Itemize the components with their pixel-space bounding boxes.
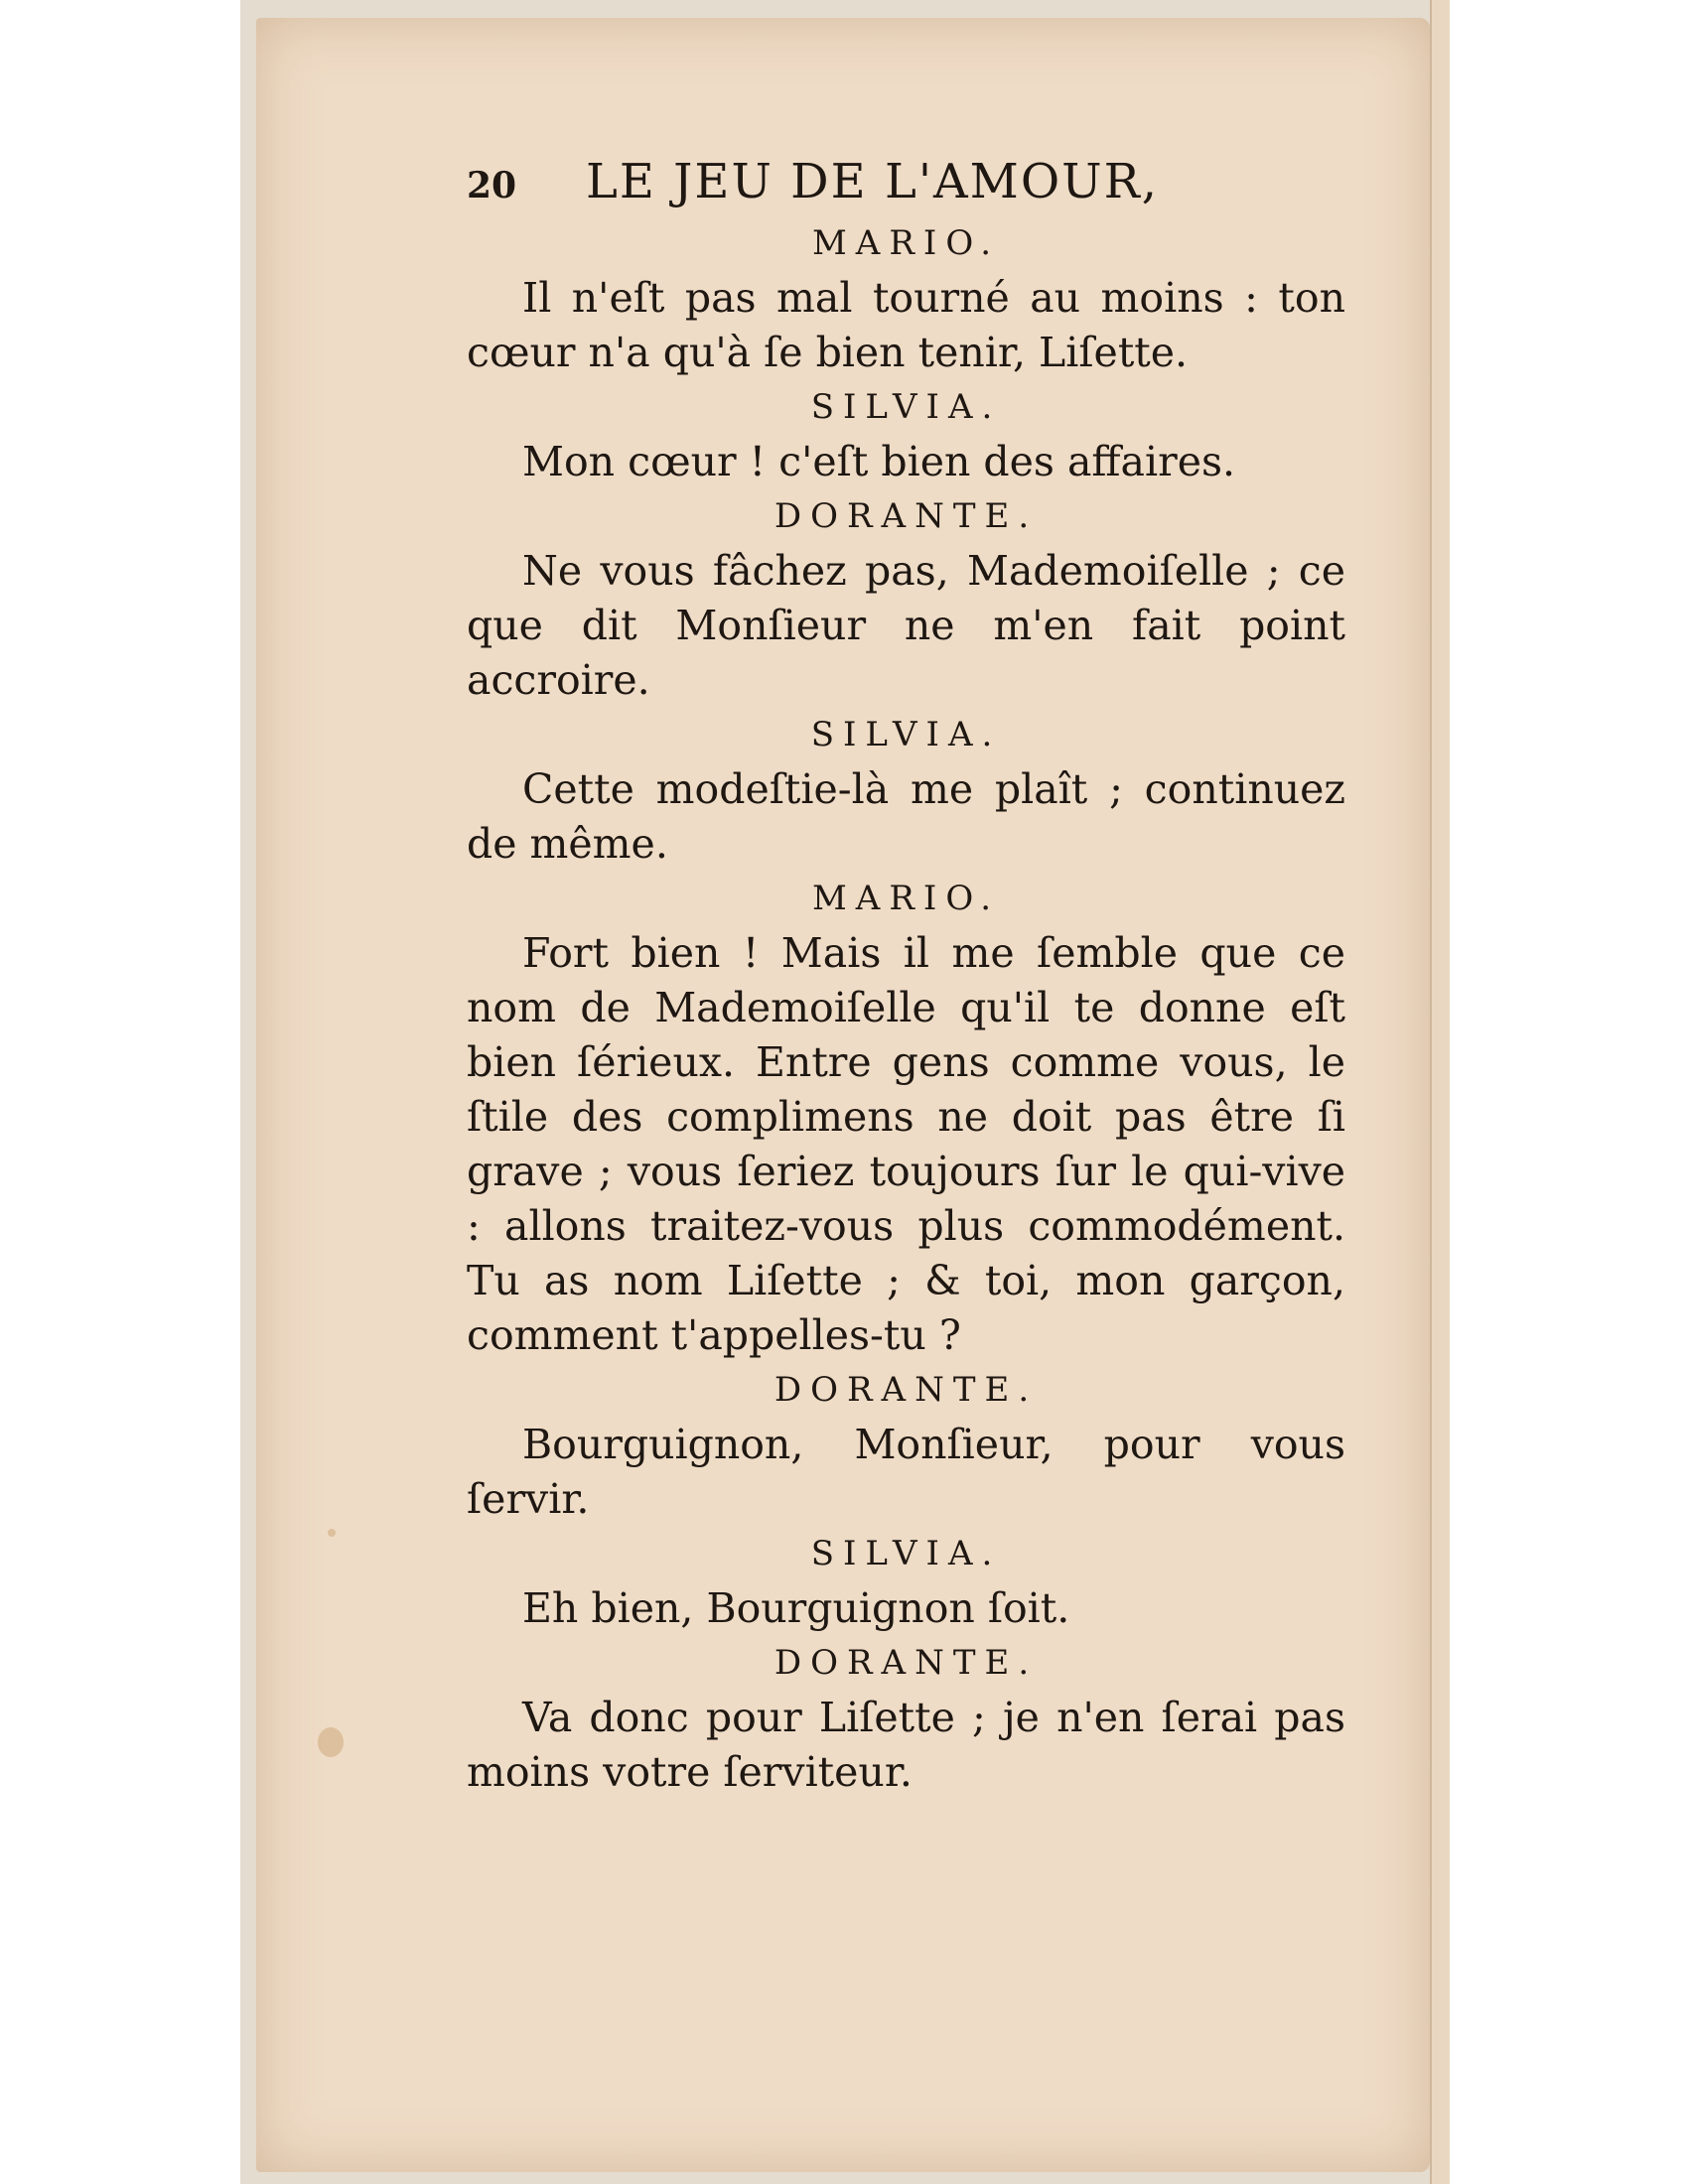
speech-text: Il n'eſt pas mal tourné au moins : ton cœur n'a qu'à ſe bien tenir, Liſette. (467, 274, 1345, 376)
speech-text: Cette modeſtie-là me plaît ; continuez de même. (467, 765, 1345, 868)
speaker-name: DORANTE. (774, 496, 1039, 536)
speaker-name: DORANTE. (774, 1643, 1039, 1683)
speech-text: Bourguignon, Monſieur, pour vous ſervir. (467, 1421, 1345, 1523)
foxing-spot (328, 1529, 336, 1537)
speech-text: Mon cœur ! c'eſt bien des affaires. (522, 438, 1236, 485)
speech-text: Fort bien ! Mais il me ſemble que ce nom de Mademoiſelle qu'il te donne eſt bien ſérieux. Entre gens comme vous, le ſtile des complimens ne doit pas être ſi grave ; vous ſeriez toujours ſur le qui-vive : allons traitez-vous plus commodément. Tu as nom Liſette ; & toi, mon garçon, comment t'appelles-tu ? (467, 929, 1345, 1359)
foxing-spot (318, 1727, 344, 1757)
speech-text: Va donc pour Liſette ; je n'en ſerai pas moins votre ſerviteur. (467, 1694, 1345, 1796)
page-number: 20 (467, 165, 517, 206)
running-title: LE JEU DE L'AMOUR, (586, 154, 1160, 209)
speaker-name: SILVIA. (810, 715, 1002, 754)
speech-text: Eh bien, Bourguignon ſoit. (522, 1584, 1070, 1632)
speech-text: Ne vous fâchez pas, Mademoiſelle ; ce que dit Monſieur ne m'en fait point accroire. (467, 547, 1345, 704)
dialogue (467, 216, 1345, 1800)
speaker-name: SILVIA. (810, 387, 1002, 427)
speaker-name: MARIO. (811, 223, 1001, 263)
speaker-name: DORANTE. (774, 1370, 1039, 1410)
running-header (467, 155, 1345, 216)
page-text (467, 155, 1345, 1800)
speaker-name: SILVIA. (810, 1534, 1002, 1573)
adjacent-page-edge (1430, 0, 1450, 2184)
speaker-name: MARIO. (811, 879, 1001, 918)
